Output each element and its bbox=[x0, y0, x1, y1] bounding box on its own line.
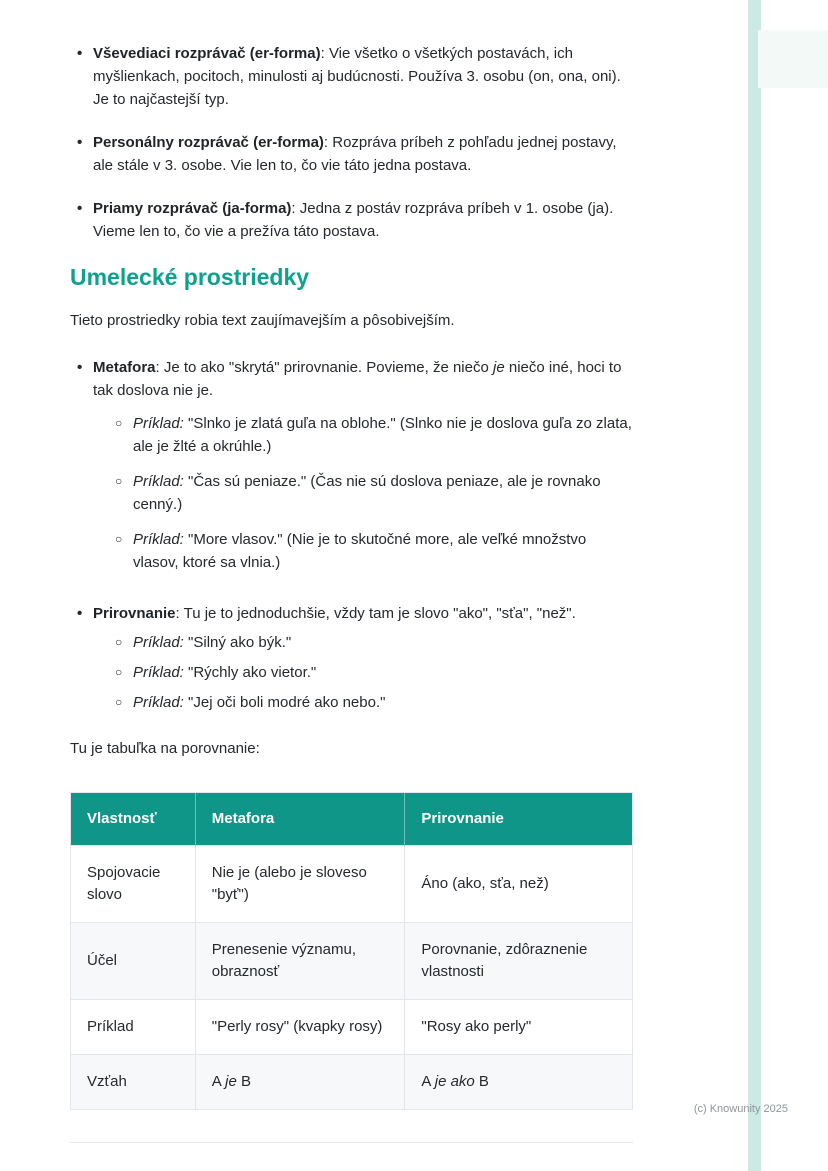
table-cell-label: Účel bbox=[71, 923, 196, 1000]
table-cell-metafora: Nie je (alebo je sloveso "byť") bbox=[195, 846, 405, 923]
example-text: "Slnko je zlatá guľa na oblohe." (Slnko nie je doslova guľa zo zlata, ale je žlté a okrúhle.) bbox=[133, 415, 632, 455]
narrator-desc: : Rozpráva príbeh z pohľadu jednej postavy, ale stále v 3. osobe. Vie len to, čo vie táto jedna postava. bbox=[93, 134, 617, 174]
table-cell-metafora: "Perly rosy" (kvapky rosy) bbox=[195, 1000, 405, 1055]
table-header-metafora: Metafora bbox=[195, 793, 405, 846]
example-text-block bbox=[133, 528, 633, 574]
table-header-prirovnanie: Prirovnanie bbox=[405, 793, 633, 846]
bullet-icon: • bbox=[77, 200, 83, 217]
example-label: Príklad: bbox=[133, 415, 184, 432]
circle-bullet-icon: ○ bbox=[115, 695, 123, 709]
table-row bbox=[71, 923, 633, 1000]
narrator-desc: : Jedna z postáv rozpráva príbeh v 1. osobe (ja). Vieme len to, čo vie a prežíva táto postava. bbox=[93, 200, 614, 240]
bullet-icon: • bbox=[77, 359, 83, 376]
document-content bbox=[70, 42, 633, 1143]
narrator-text bbox=[93, 131, 633, 177]
example-item bbox=[93, 412, 633, 458]
comparison-table bbox=[70, 792, 633, 1110]
list-item-metafora bbox=[70, 356, 633, 586]
example-label: Príklad: bbox=[133, 664, 184, 681]
device-term: Metafora bbox=[93, 359, 156, 376]
table-intro: Tu je tabuľka na porovnanie: bbox=[70, 740, 260, 757]
cell-text-pre: A bbox=[421, 1073, 435, 1090]
table-cell-prirovnanie bbox=[405, 1055, 633, 1110]
metafora-examples bbox=[93, 412, 633, 574]
example-text: "Čas sú peniaze." (Čas nie sú doslova peniaze, ale je rovnako cenný.) bbox=[133, 473, 601, 513]
section-heading: Umelecké prostriedky bbox=[70, 264, 310, 290]
list-item-prirovnanie bbox=[70, 602, 633, 721]
narrator-list bbox=[70, 42, 633, 243]
example-item bbox=[93, 631, 633, 654]
example-item bbox=[93, 691, 633, 714]
device-desc-em: je bbox=[493, 359, 505, 376]
side-accent-bar bbox=[748, 0, 761, 1171]
prirovnanie-examples bbox=[93, 631, 633, 714]
top-right-highlight bbox=[758, 30, 828, 88]
table-cell-prirovnanie: Porovnanie, zdôraznenie vlastnosti bbox=[405, 923, 633, 1000]
example-text: "Rýchly ako vietor." bbox=[183, 664, 317, 681]
list-item-priamy bbox=[70, 197, 633, 243]
table-cell-label: Spojovacie slovo bbox=[71, 846, 196, 923]
narrator-term: Personálny rozprávač (er-forma) bbox=[93, 134, 324, 151]
device-desc-post: niečo iné, hoci to tak doslova nie je. bbox=[93, 359, 622, 399]
section-intro: Tieto prostriedky robia text zaujímavejším a pôsobivejším. bbox=[70, 312, 455, 329]
table-cell-label: Príklad bbox=[71, 1000, 196, 1055]
narrator-term: Vševediaci rozprávač (er-forma) bbox=[93, 45, 321, 62]
table-row bbox=[71, 846, 633, 923]
example-text-block bbox=[133, 412, 633, 458]
example-text-block bbox=[133, 631, 291, 654]
device-desc-pre: : Je to ako "skrytá" prirovnanie. Povieme, že niečo bbox=[155, 359, 493, 376]
device-desc: : Tu je to jednoduchšie, vždy tam je slovo "ako", "sťa", "než". bbox=[175, 605, 576, 622]
prirovnanie-text bbox=[93, 602, 633, 625]
table-cell-prirovnanie: "Rosy ako perly" bbox=[405, 1000, 633, 1055]
cell-text-em: je bbox=[225, 1073, 237, 1090]
device-term: Prirovnanie bbox=[93, 605, 176, 622]
circle-bullet-icon: ○ bbox=[115, 474, 123, 488]
bullet-icon: • bbox=[77, 605, 83, 622]
example-text-block bbox=[133, 661, 316, 684]
example-text: "Jej oči boli modré ako nebo." bbox=[183, 694, 386, 711]
table-cell-metafora: Prenesenie významu, obraznosť bbox=[195, 923, 405, 1000]
example-text: "Silný ako býk." bbox=[183, 634, 292, 651]
table-header-vlastnost: Vlastnosť bbox=[71, 793, 196, 846]
example-label: Príklad: bbox=[133, 694, 184, 711]
example-text-block bbox=[133, 470, 633, 516]
cell-text-em: je ako bbox=[434, 1073, 475, 1090]
example-label: Príklad: bbox=[133, 531, 184, 548]
example-item bbox=[93, 661, 633, 684]
cell-text-post: B bbox=[474, 1073, 489, 1090]
bullet-icon: • bbox=[77, 134, 83, 151]
table-cell-metafora bbox=[195, 1055, 405, 1110]
narrator-text bbox=[93, 42, 633, 111]
circle-bullet-icon: ○ bbox=[115, 532, 123, 546]
table-cell-label: Vzťah bbox=[71, 1055, 196, 1110]
narrator-term: Priamy rozprávač (ja-forma) bbox=[93, 200, 292, 217]
example-item bbox=[93, 528, 633, 574]
devices-list bbox=[70, 356, 633, 721]
bullet-icon: • bbox=[77, 45, 83, 62]
circle-bullet-icon: ○ bbox=[115, 416, 123, 430]
example-item bbox=[93, 470, 633, 516]
example-text: "More vlasov." (Nie je to skutočné more, ale veľké množstvo vlasov, ktoré sa vlnia.) bbox=[133, 531, 587, 571]
narrator-text bbox=[93, 197, 633, 243]
cell-text-post: B bbox=[236, 1073, 251, 1090]
table-cell-prirovnanie: Áno (ako, sťa, než) bbox=[405, 846, 633, 923]
metafora-text bbox=[93, 356, 633, 402]
table-row bbox=[71, 1055, 633, 1110]
narrator-desc: : Vie všetko o všetkých postavách, ich myšlienkach, pocitoch, minulosti aj budúcnosti. Používa 3. osobu (on, ona, oni). Je to najčastejší typ. bbox=[93, 45, 621, 108]
circle-bullet-icon: ○ bbox=[115, 665, 123, 679]
table-header-row bbox=[71, 793, 633, 846]
example-label: Príklad: bbox=[133, 473, 184, 490]
table-row bbox=[71, 1000, 633, 1055]
cell-text-pre: A bbox=[211, 1073, 226, 1090]
footer-divider bbox=[70, 1142, 633, 1143]
example-label: Príklad: bbox=[133, 634, 184, 651]
list-item-vsevediaci bbox=[70, 42, 633, 111]
watermark: (c) Knowunity 2025 bbox=[693, 1103, 788, 1115]
circle-bullet-icon: ○ bbox=[115, 635, 123, 649]
example-text-block bbox=[133, 691, 385, 714]
list-item-personalny bbox=[70, 131, 633, 177]
